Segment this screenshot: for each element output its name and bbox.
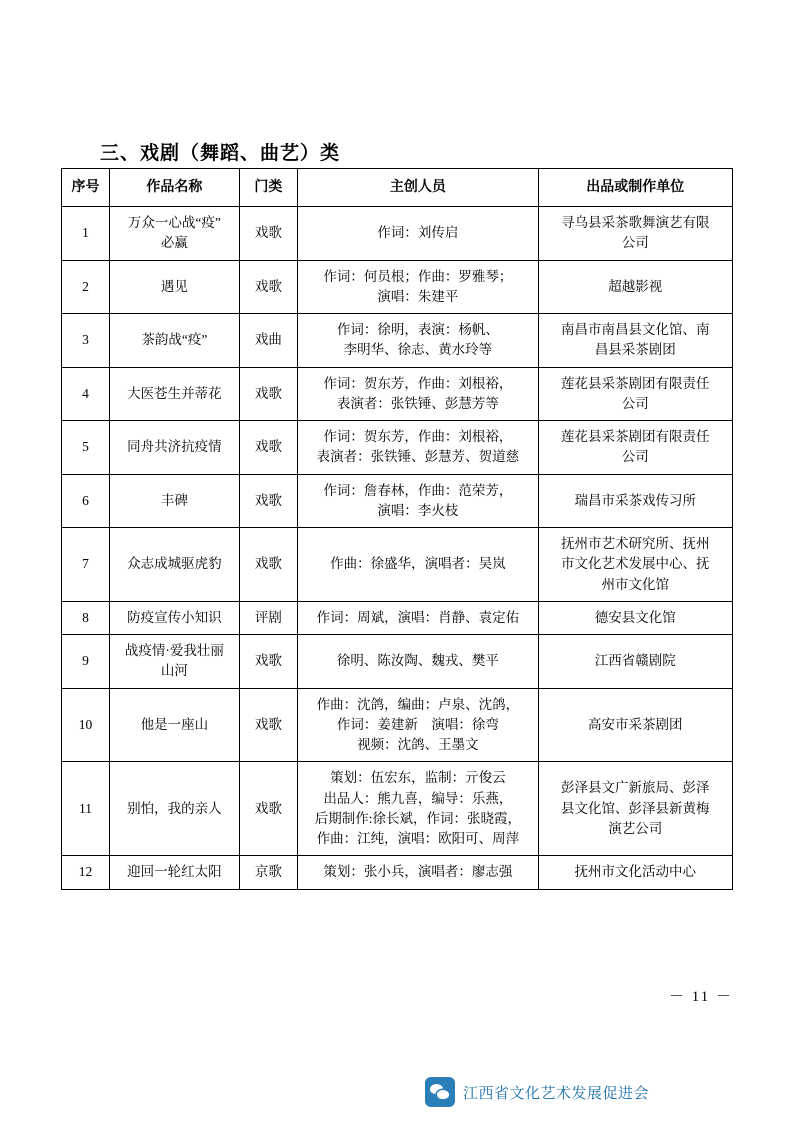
table-row (62, 207, 733, 261)
cell-crew: 作词：徐明，表演：杨帆、 李明华、徐志、黄水玲等 (298, 314, 538, 368)
cell-name: 大医苍生并蒂花 (110, 367, 240, 421)
cell-category: 戏歌 (239, 367, 298, 421)
cell-crew: 策划：伍宏东，监制：亓俊云 出品人：熊九喜，编导：乐燕， 后期制作:徐长斌，作词：张晓霞， 作曲：江纯，演唱：欧阳可、周萍 (298, 762, 538, 856)
table-row (62, 474, 733, 528)
wechat-icon (425, 1077, 455, 1107)
cell-crew: 作曲：沈鸽，编曲：卢泉、沈鸽， 作词：姜建新 演唱：徐弯 视频：沈鸽、王墨文 (298, 688, 538, 762)
table-row (62, 260, 733, 314)
cell-org: 南昌市南昌县文化馆、南 昌县采茶剧团 (538, 314, 732, 368)
cell-org: 德安县文化馆 (538, 601, 732, 634)
cell-name: 他是一座山 (110, 688, 240, 762)
cell-org: 抚州市文化活动中心 (538, 856, 732, 889)
table-row (62, 528, 733, 602)
table-row (62, 314, 733, 368)
table-row (62, 856, 733, 889)
column-header-org: 出品或制作单位 (538, 169, 732, 207)
cell-category: 戏歌 (239, 421, 298, 475)
column-header-crew: 主创人员 (298, 169, 538, 207)
cell-org: 莲花县采茶剧团有限责任 公司 (538, 367, 732, 421)
table-row (62, 762, 733, 856)
cell-name: 万众一心战“疫” 必赢 (110, 207, 240, 261)
cell-org: 抚州市艺术研究所、抚州 市文化艺术发展中心、抚 州市文化馆 (538, 528, 732, 602)
column-header-no: 序号 (62, 169, 110, 207)
footer-organization-name: 江西省文化艺术发展促进会 (463, 1084, 650, 1102)
cell-category: 戏歌 (239, 635, 298, 689)
cell-no: 6 (62, 474, 110, 528)
cell-no: 11 (62, 762, 110, 856)
table-header (62, 169, 733, 207)
cell-name: 遇见 (110, 260, 240, 314)
cell-crew: 作词：周斌，演唱：肖静、袁定佑 (298, 601, 538, 634)
cell-org: 瑞昌市采茶戏传习所 (538, 474, 732, 528)
column-header-category: 门类 (239, 169, 298, 207)
cell-category: 戏歌 (239, 474, 298, 528)
cell-no: 1 (62, 207, 110, 261)
cell-category: 戏歌 (239, 762, 298, 856)
cell-org: 高安市采茶剧团 (538, 688, 732, 762)
cell-org: 彭泽县文广新旅局、彭泽 县文化馆、彭泽县新黄梅 演艺公司 (538, 762, 732, 856)
cell-crew: 徐明、陈汝陶、魏戎、樊平 (298, 635, 538, 689)
cell-org: 莲花县采茶剧团有限责任 公司 (538, 421, 732, 475)
cell-name: 茶韵战“疫” (110, 314, 240, 368)
cell-name: 战疫情·爱我壮丽 山河 (110, 635, 240, 689)
cell-crew: 作词：贺东芳，作曲：刘根裕， 表演者：张铁锤、彭慧芳等 (298, 367, 538, 421)
cell-no: 3 (62, 314, 110, 368)
cell-name: 防疫宣传小知识 (110, 601, 240, 634)
cell-name: 众志成城驱虎豹 (110, 528, 240, 602)
page-number: － 11 － (669, 989, 733, 1005)
cell-no: 7 (62, 528, 110, 602)
table-row (62, 635, 733, 689)
table-row (62, 367, 733, 421)
cell-no: 8 (62, 601, 110, 634)
cell-org: 超越影视 (538, 260, 732, 314)
cell-name: 别怕，我的亲人 (110, 762, 240, 856)
cell-crew: 作词：刘传启 (298, 207, 538, 261)
column-header-name: 作品名称 (110, 169, 240, 207)
table-row (62, 688, 733, 762)
cell-org: 江西省赣剧院 (538, 635, 732, 689)
cell-crew: 策划：张小兵，演唱者：廖志强 (298, 856, 538, 889)
cell-category: 戏歌 (239, 260, 298, 314)
cell-crew: 作词：詹春林，作曲：范荣芳， 演唱：李火枝 (298, 474, 538, 528)
cell-category: 评剧 (239, 601, 298, 634)
cell-name: 丰碑 (110, 474, 240, 528)
cell-category: 京歌 (239, 856, 298, 889)
footer-banner (425, 1075, 725, 1109)
section-title: 三、戏剧（舞蹈、曲艺）类 (100, 143, 341, 164)
table-header-row (62, 169, 733, 207)
cell-crew: 作曲：徐盛华，演唱者：吴岚 (298, 528, 538, 602)
cell-category: 戏曲 (239, 314, 298, 368)
cell-category: 戏歌 (239, 207, 298, 261)
cell-category: 戏歌 (239, 528, 298, 602)
table-body (62, 207, 733, 890)
cell-name: 迎回一轮红太阳 (110, 856, 240, 889)
works-table (61, 168, 733, 890)
cell-no: 5 (62, 421, 110, 475)
cell-no: 9 (62, 635, 110, 689)
cell-crew: 作词：贺东芳，作曲：刘根裕， 表演者：张铁锤、彭慧芳、贺道慈 (298, 421, 538, 475)
cell-name: 同舟共济抗疫情 (110, 421, 240, 475)
table-row (62, 421, 733, 475)
cell-no: 10 (62, 688, 110, 762)
cell-category: 戏歌 (239, 688, 298, 762)
cell-org: 寻乌县采茶歌舞演艺有限 公司 (538, 207, 732, 261)
cell-no: 4 (62, 367, 110, 421)
table-row (62, 601, 733, 634)
cell-crew: 作词：何员根；作曲：罗雅琴； 演唱：朱建平 (298, 260, 538, 314)
cell-no: 2 (62, 260, 110, 314)
cell-no: 12 (62, 856, 110, 889)
